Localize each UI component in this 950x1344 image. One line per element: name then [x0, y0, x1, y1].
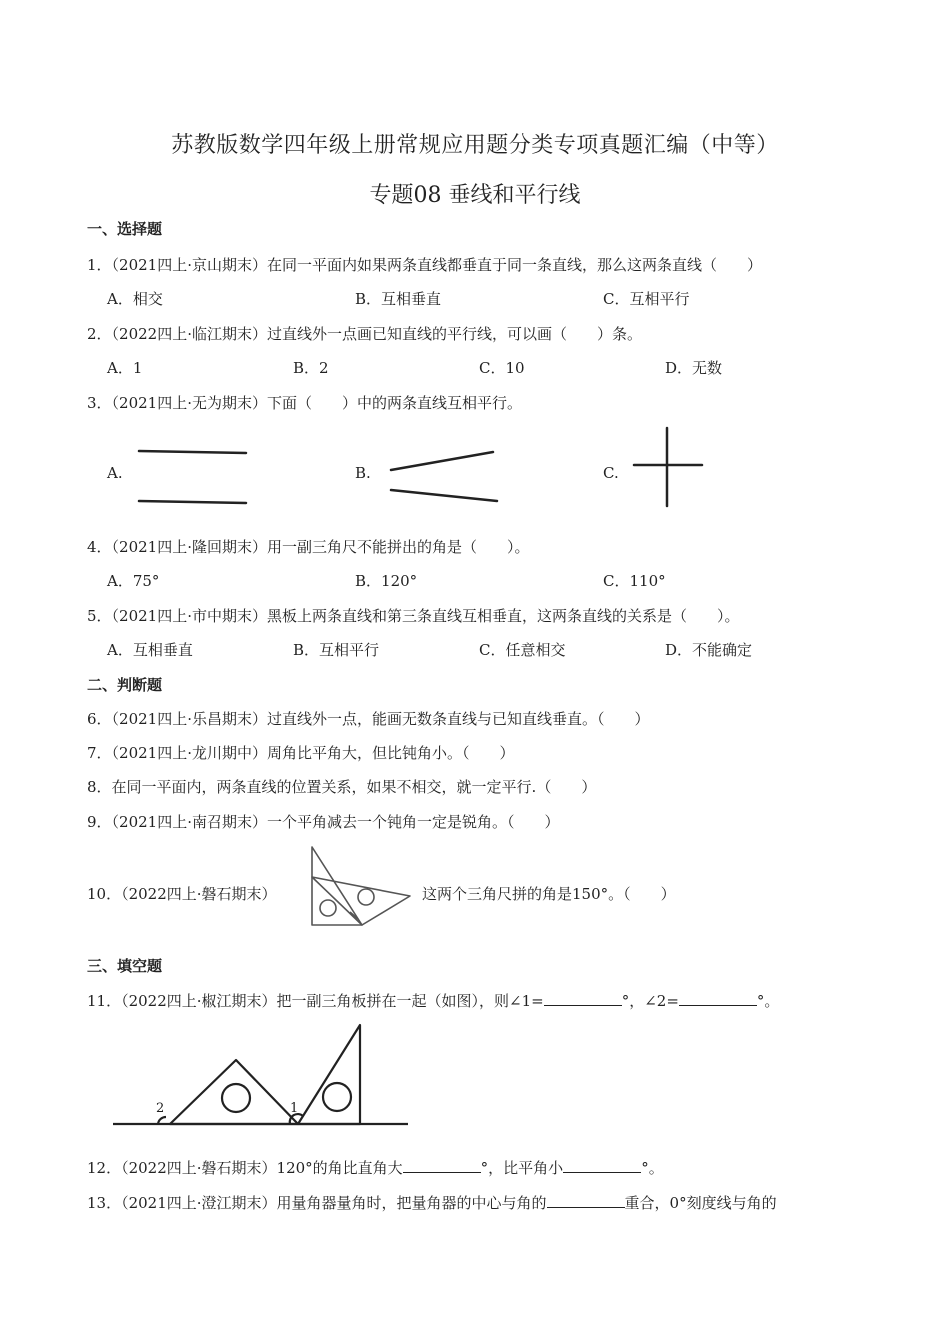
section-heading-choice: 一、选择题	[87, 220, 163, 238]
q12-prefix: 12．（2022四上·磐石期末）120°的角比直角大	[87, 1159, 403, 1177]
q11-angle2-label: 2	[156, 1101, 165, 1116]
question-1: 1．（2021四上·京山期末）在同一平面内如果两条直线都垂直于同一条直线，那么这两条直线（ ）	[87, 256, 762, 274]
question-9: 9．（2021四上·南召期末）一个平角减去一个钝角一定是锐角。（ ）	[87, 813, 560, 831]
q11-suffix: °。	[756, 992, 780, 1010]
q3-option-b: B.	[355, 464, 371, 482]
q12-mid: °，比平角小	[480, 1159, 564, 1177]
question-12	[87, 1157, 664, 1178]
q5-option-c: C．任意相交	[479, 641, 566, 659]
q11-prefix: 11．（2022四上·椒江期末）把一副三角板拼在一起（如图），则∠1=	[87, 992, 544, 1010]
q2-option-a: A．1	[107, 359, 143, 377]
q13-prefix: 13．（2021四上·澄江期末）用量角器量角时，把量角器的中心与角的	[87, 1194, 547, 1212]
q1-option-c: C．互相平行	[603, 290, 690, 308]
question-2: 2．（2022四上·临江期末）过直线外一点画已知直线的平行线，可以画（ ）条。	[87, 325, 642, 343]
question-7: 7．（2021四上·龙川期中）周角比平角大，但比钝角小。（ ）	[87, 744, 515, 762]
q3-option-c: C.	[603, 464, 619, 482]
q1-option-b: B．互相垂直	[355, 290, 442, 308]
question-5: 5．（2021四上·市中期末）黑板上两条直线和第三条直线互相垂直，这两条直线的关系是（ ）。	[87, 607, 740, 625]
question-10-suffix: 这两个三角尺拼的角是150°。（ ）	[422, 885, 676, 903]
q5-option-a: A．互相垂直	[107, 641, 193, 659]
q5-option-d: D．不能确定	[665, 641, 753, 659]
question-13	[87, 1192, 777, 1213]
q4-option-b: B．120°	[355, 572, 418, 590]
q12-blank-1[interactable]	[403, 1158, 481, 1173]
q4-option-a: A．75°	[107, 572, 160, 590]
q3-option-a: A.	[107, 464, 123, 482]
q11-mid: °，∠2=	[621, 992, 679, 1010]
question-6: 6．（2021四上·乐昌期末）过直线外一点，能画无数条直线与已知直线垂直。（ ）	[87, 710, 650, 728]
question-4: 4．（2021四上·隆回期末）用一副三角尺不能拼出的角是（ ）。	[87, 538, 530, 556]
q2-option-b: B．2	[293, 359, 329, 377]
q1-option-a: A．相交	[107, 290, 163, 308]
q11-angle1-label: 1	[290, 1101, 299, 1116]
q2-option-c: C．10	[479, 359, 525, 377]
q13-blank-1[interactable]	[547, 1193, 625, 1208]
q2-option-d: D．无数	[665, 359, 723, 377]
question-3: 3．（2021四上·无为期末）下面（ ）中的两条直线互相平行。	[87, 394, 522, 412]
q4-option-c: C．110°	[603, 572, 666, 590]
section-heading-judgement: 二、判断题	[87, 676, 163, 694]
q5-option-b: B．互相平行	[293, 641, 380, 659]
q12-suffix: °。	[641, 1159, 664, 1177]
document-title: 苏教版数学四年级上册常规应用题分类专项真题汇编（中等）	[171, 133, 779, 158]
question-10-prefix: 10．（2022四上·磐石期末）	[87, 885, 277, 903]
question-8: 8．在同一平面内，两条直线的位置关系，如果不相交，就一定平行.（ ）	[87, 778, 597, 796]
q13-suffix: 重合，0°刻度线与角的	[624, 1194, 777, 1212]
section-heading-fill-blank: 三、填空题	[87, 957, 163, 975]
document-subtitle: 专题08 垂线和平行线	[369, 183, 581, 208]
q12-blank-2[interactable]	[563, 1158, 641, 1173]
